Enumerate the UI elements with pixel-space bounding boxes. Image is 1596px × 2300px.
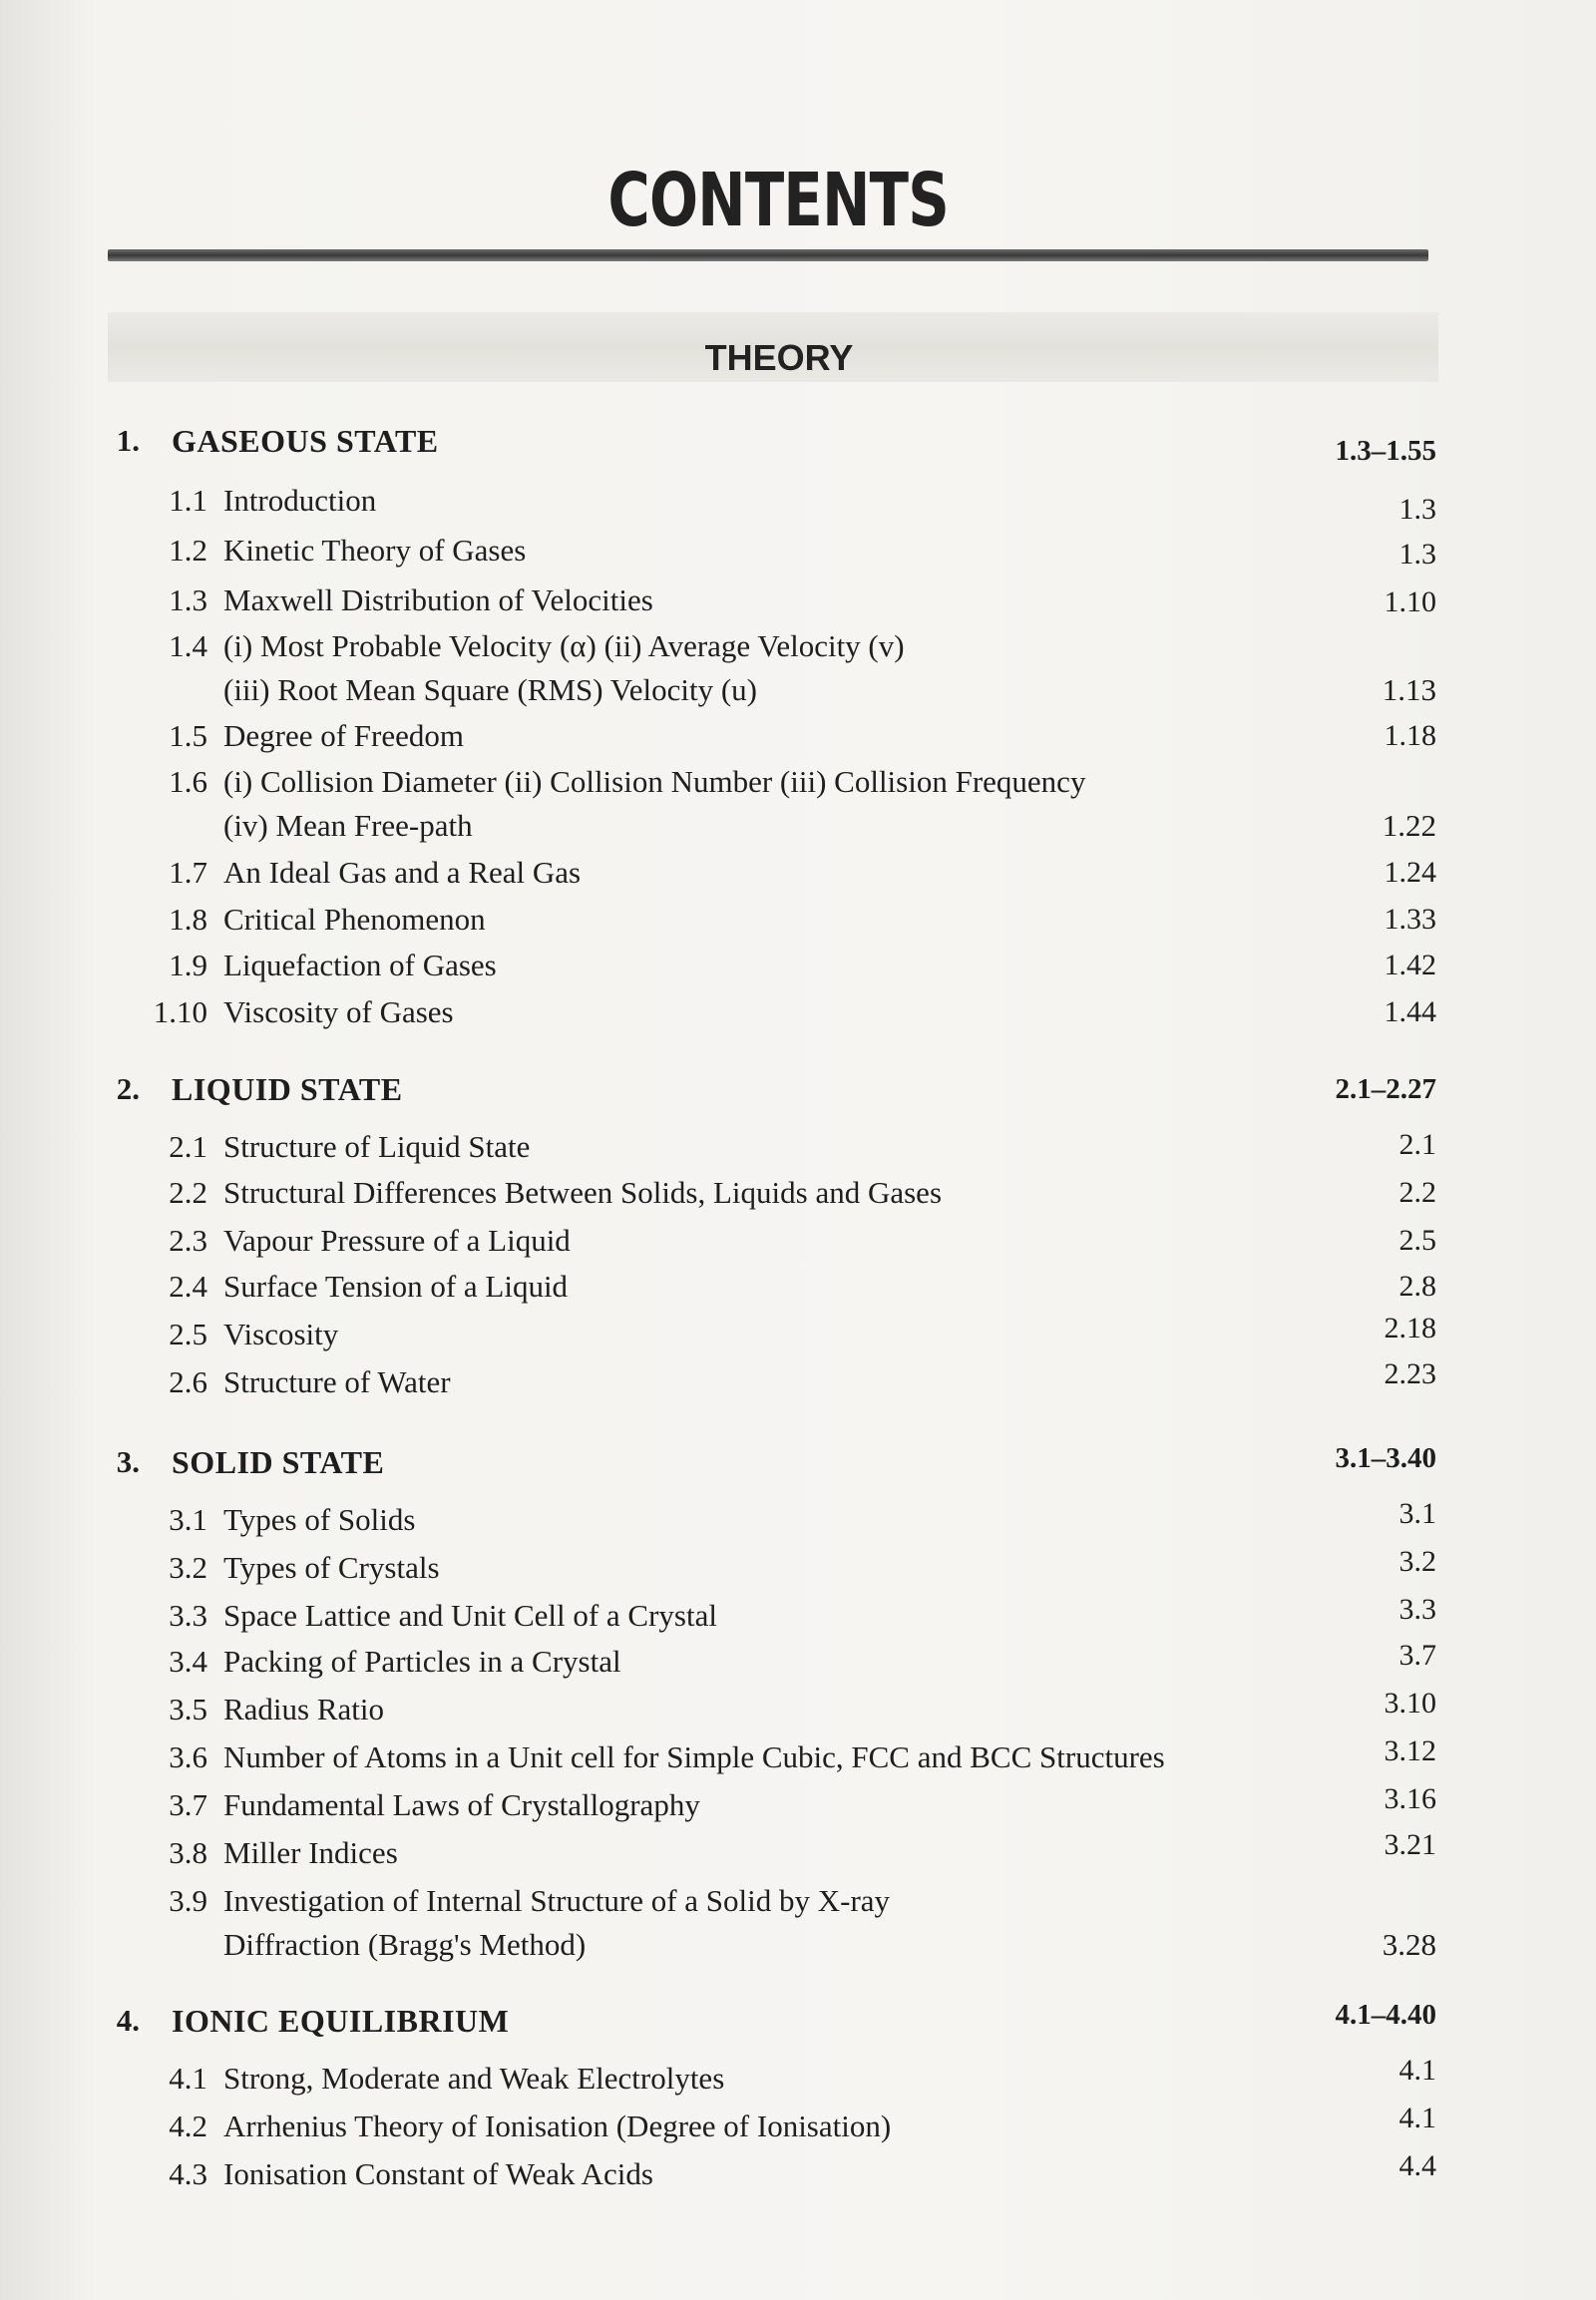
- toc-entry: [0, 1173, 1596, 1217]
- toc-entry: [0, 2054, 1596, 2103]
- entry-page: 3.3: [1398, 1593, 1436, 1626]
- page-title: CONTENTS: [607, 158, 949, 243]
- toc-entry: [0, 626, 1596, 670]
- title-underline: [108, 249, 1428, 261]
- entry-number: 1.9: [169, 948, 207, 982]
- entry-number: 3.5: [169, 1692, 207, 1726]
- entry-title: Miller Indices: [223, 1835, 398, 1870]
- entry-number: 4.3: [169, 2156, 207, 2191]
- entry-page: 2.23: [1384, 1357, 1436, 1390]
- entry-title: Kinetic Theory of Gases: [223, 533, 527, 568]
- entry-page: 1.24: [1384, 856, 1436, 889]
- entry-title: Packing of Particles in a Crystal: [223, 1644, 621, 1679]
- chapter-page-range: 4.1–4.40: [1335, 1999, 1436, 2031]
- entry-page: 1.22: [1382, 808, 1436, 843]
- entry-page: 4.4: [1398, 2149, 1436, 2182]
- entry-number: 2.2: [169, 1175, 207, 1210]
- entry-number: 3.4: [169, 1644, 207, 1679]
- entry-title: Liquefaction of Gases: [223, 948, 497, 982]
- toc-entry: [0, 1828, 1596, 1877]
- entry-number: 1.5: [169, 718, 207, 753]
- entry-number: 2.6: [169, 1364, 207, 1399]
- entry-page: 3.16: [1384, 1782, 1436, 1815]
- toc-entry: [0, 1593, 1596, 1640]
- chapter-title: GASEOUS STATE: [172, 423, 439, 459]
- entry-title: Introduction: [223, 483, 377, 518]
- entry-number: 1.8: [169, 902, 207, 937]
- entry-title-line2: (iii) Root Mean Square (RMS) Velocity (u): [223, 672, 757, 707]
- chapter-number: 3.: [116, 1444, 140, 1479]
- entry-page: 1.13: [1382, 672, 1436, 707]
- entry-number: 3.1: [169, 1502, 207, 1537]
- entry-page: 3.2: [1398, 1545, 1436, 1578]
- entry-page: 1.3: [1398, 538, 1436, 571]
- entry-page: 4.1: [1398, 2102, 1436, 2134]
- entry-page: 1.10: [1384, 585, 1436, 618]
- entry-title: Types of Solids: [223, 1502, 416, 1537]
- toc-entry: [0, 580, 1596, 624]
- chapter-row: [0, 1069, 1596, 1113]
- entry-page: 2.2: [1398, 1176, 1436, 1209]
- toc-entry: [0, 946, 1596, 989]
- entry-title: Ionisation Constant of Weak Acids: [223, 2156, 653, 2191]
- chapter-number: 2.: [116, 1071, 140, 1106]
- entry-number: 1.7: [169, 855, 207, 890]
- entry-title: Viscosity: [223, 1317, 339, 1351]
- entry-page: 2.1: [1398, 1128, 1436, 1161]
- entry-number: 1.2: [169, 533, 207, 568]
- toc-entry: [0, 1312, 1596, 1358]
- entry-title: Space Lattice and Unit Cell of a Crystal: [223, 1598, 717, 1633]
- toc-entry-continued: [0, 806, 1596, 850]
- toc-entry: [0, 1497, 1596, 1544]
- entry-number: 2.3: [169, 1223, 207, 1258]
- toc-entry: [0, 1687, 1596, 1733]
- entry-title: Investigation of Internal Structure of a Solid by X-ray: [223, 1883, 891, 1918]
- entry-title: Strong, Moderate and Weak Electrolytes: [223, 2061, 725, 2096]
- entry-number: 3.2: [169, 1550, 207, 1585]
- chapter-number: 1.: [116, 423, 140, 458]
- toc-entry: [0, 2149, 1596, 2198]
- entry-page: 2.18: [1384, 1312, 1436, 1344]
- chapter-row: [0, 421, 1596, 465]
- entry-number: 2.1: [169, 1129, 207, 1164]
- chapter-number: 4.: [116, 2003, 140, 2038]
- entry-title: Degree of Freedom: [223, 718, 465, 753]
- section-heading: THEORY: [704, 337, 854, 378]
- entry-title: Viscosity of Gases: [223, 994, 454, 1029]
- toc-entry: [0, 900, 1596, 944]
- entry-title: Critical Phenomenon: [223, 902, 486, 937]
- entry-number: 1.3: [169, 582, 207, 617]
- entry-title: Number of Atoms in a Unit cell for Simple Cubic, FCC and BCC Structures: [223, 1739, 1165, 1774]
- chapter-page-range: 2.1–2.27: [1335, 1073, 1436, 1105]
- entry-page: 1.44: [1384, 995, 1436, 1028]
- toc-entry: [0, 1221, 1596, 1265]
- entry-number: 1.6: [169, 764, 207, 799]
- toc-entry: [0, 1127, 1596, 1171]
- toc-entry-continued: [0, 1925, 1596, 1969]
- entry-title: (i) Collision Diameter (ii) Collision Number (iii) Collision Frequency: [223, 764, 1086, 799]
- chapter-title: SOLID STATE: [172, 1444, 385, 1480]
- entry-title: An Ideal Gas and a Real Gas: [223, 855, 582, 890]
- entry-title: Radius Ratio: [223, 1692, 385, 1726]
- toc-entry: [0, 2102, 1596, 2150]
- toc-entry: [0, 481, 1596, 525]
- entry-title-line2: Diffraction (Bragg's Method): [223, 1927, 587, 1962]
- entry-number: 1.10: [153, 994, 207, 1029]
- toc-entry: [0, 853, 1596, 897]
- chapter-row: [0, 1442, 1596, 1486]
- toc-entry: [0, 992, 1596, 1036]
- entry-title: (i) Most Probable Velocity (α) (ii) Average Velocity (v): [223, 628, 905, 663]
- entry-page: 3.21: [1384, 1828, 1436, 1861]
- toc-entry: [0, 1545, 1596, 1592]
- entry-page: 4.1: [1398, 2054, 1436, 2087]
- entry-page: 1.42: [1384, 949, 1436, 981]
- chapter-page-range: 1.3–1.55: [1335, 435, 1436, 467]
- entry-number: 3.3: [169, 1598, 207, 1633]
- toc-entry: [0, 1357, 1596, 1406]
- entry-page: 1.3: [1398, 493, 1436, 526]
- entry-page: 3.10: [1384, 1687, 1436, 1720]
- entry-title: Types of Crystals: [223, 1550, 440, 1585]
- entry-number: 2.4: [169, 1269, 207, 1304]
- entry-number: 4.1: [169, 2061, 207, 2096]
- entry-number: 3.8: [169, 1835, 207, 1870]
- entry-number: 4.2: [169, 2108, 207, 2143]
- entry-number: 3.9: [169, 1883, 207, 1918]
- entry-title: Maxwell Distribution of Velocities: [223, 582, 653, 617]
- chapter-title: LIQUID STATE: [172, 1071, 403, 1107]
- entry-title: Surface Tension of a Liquid: [223, 1269, 569, 1304]
- entry-title: Fundamental Laws of Crystallography: [223, 1787, 700, 1822]
- toc-entry: [0, 1734, 1596, 1781]
- entry-number: 3.6: [169, 1739, 207, 1774]
- entry-title: Structural Differences Between Solids, Liquids and Gases: [223, 1175, 943, 1210]
- toc-entry: [0, 762, 1596, 806]
- entry-page: 3.1: [1398, 1497, 1436, 1530]
- toc-entry: [0, 531, 1596, 575]
- entry-number: 1.4: [169, 628, 207, 663]
- entry-page: 1.18: [1384, 719, 1436, 752]
- chapter-page-range: 3.1–3.40: [1335, 1442, 1436, 1474]
- entry-page: 1.33: [1384, 903, 1436, 936]
- entry-page: 3.12: [1384, 1734, 1436, 1767]
- entry-number: 2.5: [169, 1317, 207, 1351]
- toc-entry: [0, 1782, 1596, 1829]
- toc-entry: [0, 716, 1596, 760]
- entry-page: 2.5: [1398, 1224, 1436, 1257]
- toc-entry: [0, 1267, 1596, 1311]
- entry-title: Vapour Pressure of a Liquid: [223, 1223, 571, 1258]
- entry-title: Structure of Water: [223, 1364, 451, 1399]
- toc-entry: [0, 1639, 1596, 1686]
- entry-title-line2: (iv) Mean Free-path: [223, 808, 473, 843]
- chapter-row: [0, 2001, 1596, 2045]
- toc-entry: [0, 1881, 1596, 1925]
- entry-number: 1.1: [169, 483, 207, 518]
- toc-entry-continued: [0, 670, 1596, 714]
- entry-number: 3.7: [169, 1787, 207, 1822]
- entry-page: 3.28: [1382, 1927, 1436, 1962]
- entry-page: 2.8: [1398, 1270, 1436, 1303]
- entry-page: 3.7: [1398, 1639, 1436, 1672]
- entry-title: Arrhenius Theory of Ionisation (Degree of Ionisation): [223, 2108, 892, 2143]
- chapter-title: IONIC EQUILIBRIUM: [172, 2003, 510, 2039]
- entry-title: Structure of Liquid State: [223, 1129, 531, 1164]
